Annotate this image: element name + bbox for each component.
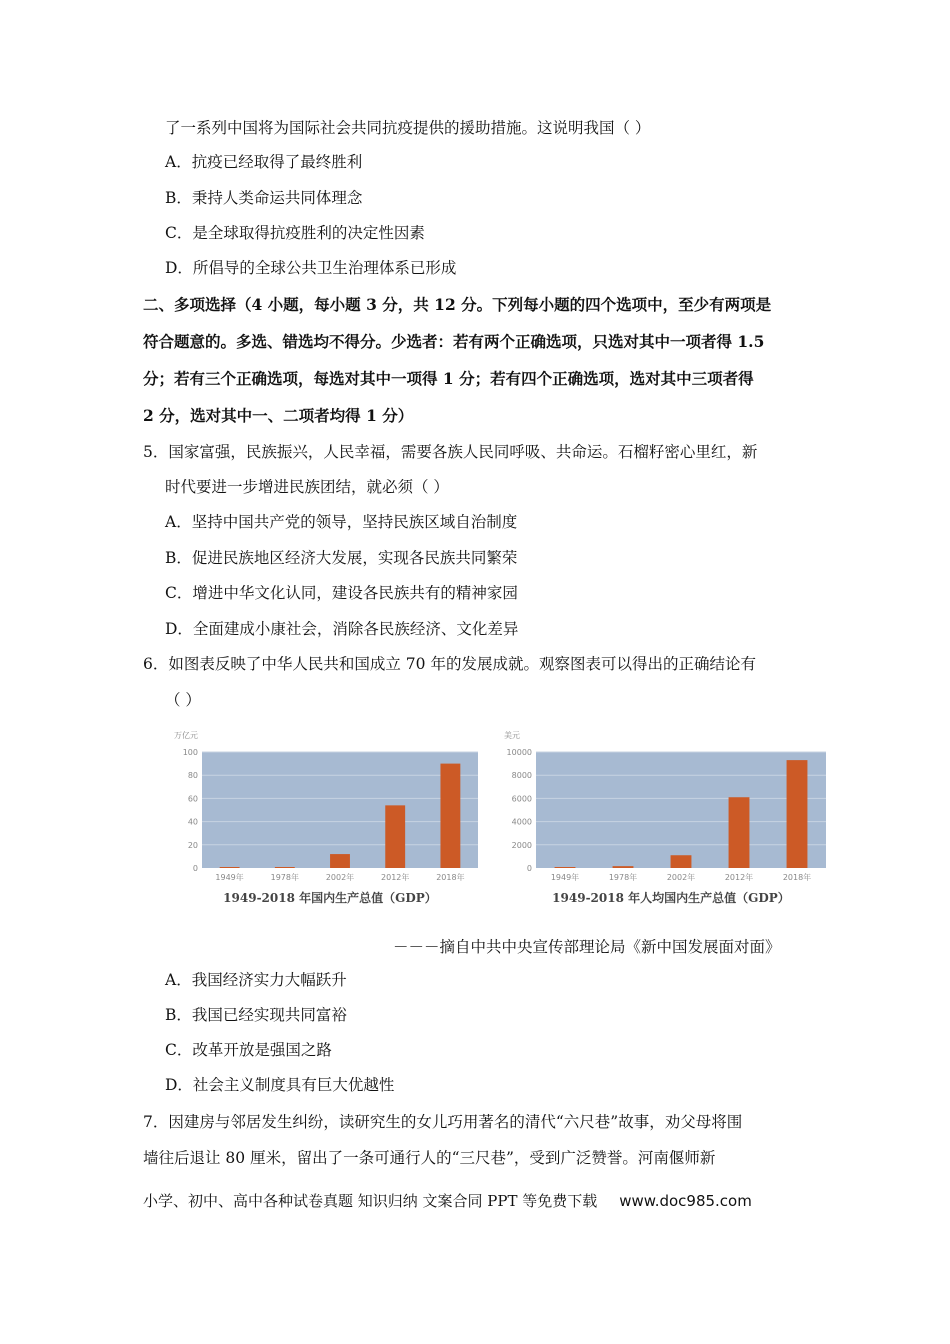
- bar-2002年: [330, 854, 350, 868]
- y-axis-unit: 美元: [504, 731, 520, 740]
- x-tick-label: 2002年: [325, 873, 355, 882]
- q4-stem-end: 了一系列中国将为国际社会共同抗疫提供的援助措施。这说明我国（ ）: [165, 119, 651, 137]
- q4-option-d: D．所倡导的全球公共卫生治理体系已形成: [165, 259, 457, 277]
- q7-stem-line-1: 7．因建房与邻居发生纠纷，读研究生的女儿巧用著名的清代“六尺巷”故事，劝父母将围: [143, 1113, 743, 1131]
- section2-line-2: 符合题意的。多选、错选均不得分。少选者：若有两个正确选项，只选对其中一项者得 1.5: [143, 332, 765, 351]
- x-tick-label: 2002年: [666, 873, 696, 882]
- per-capita-gdp-chart: [498, 722, 828, 914]
- y-tick-label: 4000: [511, 817, 532, 827]
- y-tick-label: 8000: [511, 771, 532, 781]
- bar-1978年: [613, 866, 634, 868]
- q6-option-c: C．改革开放是强国之路: [165, 1041, 332, 1059]
- plot-area: [536, 752, 826, 868]
- q6-source: －－－摘自中共中央宣传部理论局《新中国发展面对面》: [393, 938, 781, 956]
- q5-option-c: C．增进中华文化认同，建设各民族共有的精神家园: [165, 584, 518, 602]
- x-tick-label: 1949年: [550, 873, 580, 882]
- bar-1978年: [275, 867, 295, 868]
- x-tick-label: 1978年: [270, 873, 299, 882]
- x-tick-label: 1949年: [215, 873, 244, 882]
- per-capita-gdp-chart-svg: [498, 722, 828, 914]
- x-tick-label: 2012年: [381, 873, 410, 882]
- q5-option-d: D．全面建成小康社会，消除各民族经济、文化差异: [165, 620, 519, 638]
- q6-stem-line-2: （ ）: [165, 691, 201, 709]
- y-tick-label: 60: [187, 794, 198, 804]
- q6-option-b: B．我国已经实现共同富裕: [165, 1006, 347, 1024]
- y-tick-label: 0: [526, 864, 532, 873]
- x-tick-label: 2018年: [436, 873, 465, 882]
- x-tick-label: 2018年: [782, 873, 812, 882]
- bar-1949年: [555, 867, 576, 868]
- q5-option-b: B．促进民族地区经济大发展，实现各民族共同繁荣: [165, 549, 518, 567]
- section2-line-3: 分；若有三个正确选项，每选对其中一项得 1 分；若有四个正确选项，选对其中三项者得: [143, 369, 754, 388]
- gdp-chart-svg: [168, 722, 483, 914]
- x-tick-label: 2012年: [724, 873, 754, 882]
- bar-2002年: [671, 855, 692, 868]
- footer-url[interactable]: www.doc985.com: [619, 1192, 752, 1210]
- y-tick-label: 6000: [511, 794, 532, 804]
- footer-text: 小学、初中、高中各种试卷真题 知识归纳 文案合同 PPT 等免费下载: [143, 1192, 598, 1210]
- bar-1949年: [220, 867, 240, 868]
- y-tick-label: 10000: [506, 748, 532, 757]
- y-tick-label: 40: [187, 817, 198, 827]
- q6-option-a: A．我国经济实力大幅跃升: [165, 971, 347, 989]
- plot-area: [202, 752, 478, 868]
- q6-option-d: D．社会主义制度具有巨大优越性: [165, 1076, 395, 1094]
- bar-2018年: [787, 760, 808, 868]
- y-tick-label: 0: [192, 864, 198, 873]
- q6-stem-line-1: 6．如图表反映了中华人民共和国成立 70 年的发展成就。观察图表可以得出的正确结论有: [143, 655, 756, 673]
- gdp-chart: [168, 722, 483, 914]
- q5-stem-line-2: 时代要进一步增进民族团结，就必须（ ）: [165, 478, 449, 496]
- q4-option-a: A．抗疫已经取得了最终胜利: [165, 153, 363, 171]
- y-tick-label: 20: [187, 840, 198, 850]
- q5-stem-line-1: 5．国家富强，民族振兴，人民幸福，需要各族人民同呼吸、共命运。石榴籽密心里红，新: [143, 443, 758, 461]
- y-tick-label: 100: [182, 748, 198, 757]
- y-tick-label: 2000: [511, 840, 532, 850]
- q7-stem-line-2: 墙往后退让 80 厘米，留出了一条可通行人的“三尺巷”，受到广泛赞誉。河南偃师新: [143, 1149, 716, 1167]
- bar-2012年: [385, 805, 405, 868]
- q4-option-c: C．是全球取得抗疫胜利的决定性因素: [165, 224, 425, 242]
- y-tick-label: 80: [187, 771, 198, 781]
- chart-caption: 1949-2018 年人均国内生产总值（GDP）: [552, 891, 790, 905]
- section2-line-4: 2 分，选对其中一、二项者均得 1 分）: [143, 406, 414, 425]
- q4-option-b: B．秉持人类命运共同体理念: [165, 189, 363, 207]
- bar-2018年: [440, 764, 460, 868]
- x-tick-label: 1978年: [608, 873, 638, 882]
- chart-caption: 1949-2018 年国内生产总值（GDP）: [223, 891, 437, 905]
- bar-2012年: [729, 797, 750, 868]
- y-axis-unit: 万亿元: [174, 731, 198, 740]
- q5-option-a: A．坚持中国共产党的领导，坚持民族区域自治制度: [165, 513, 518, 531]
- section2-line-1: 二、多项选择（4 小题，每小题 3 分，共 12 分。下列每小题的四个选项中，至少有两项是: [143, 295, 772, 314]
- page-footer: [143, 1190, 752, 1211]
